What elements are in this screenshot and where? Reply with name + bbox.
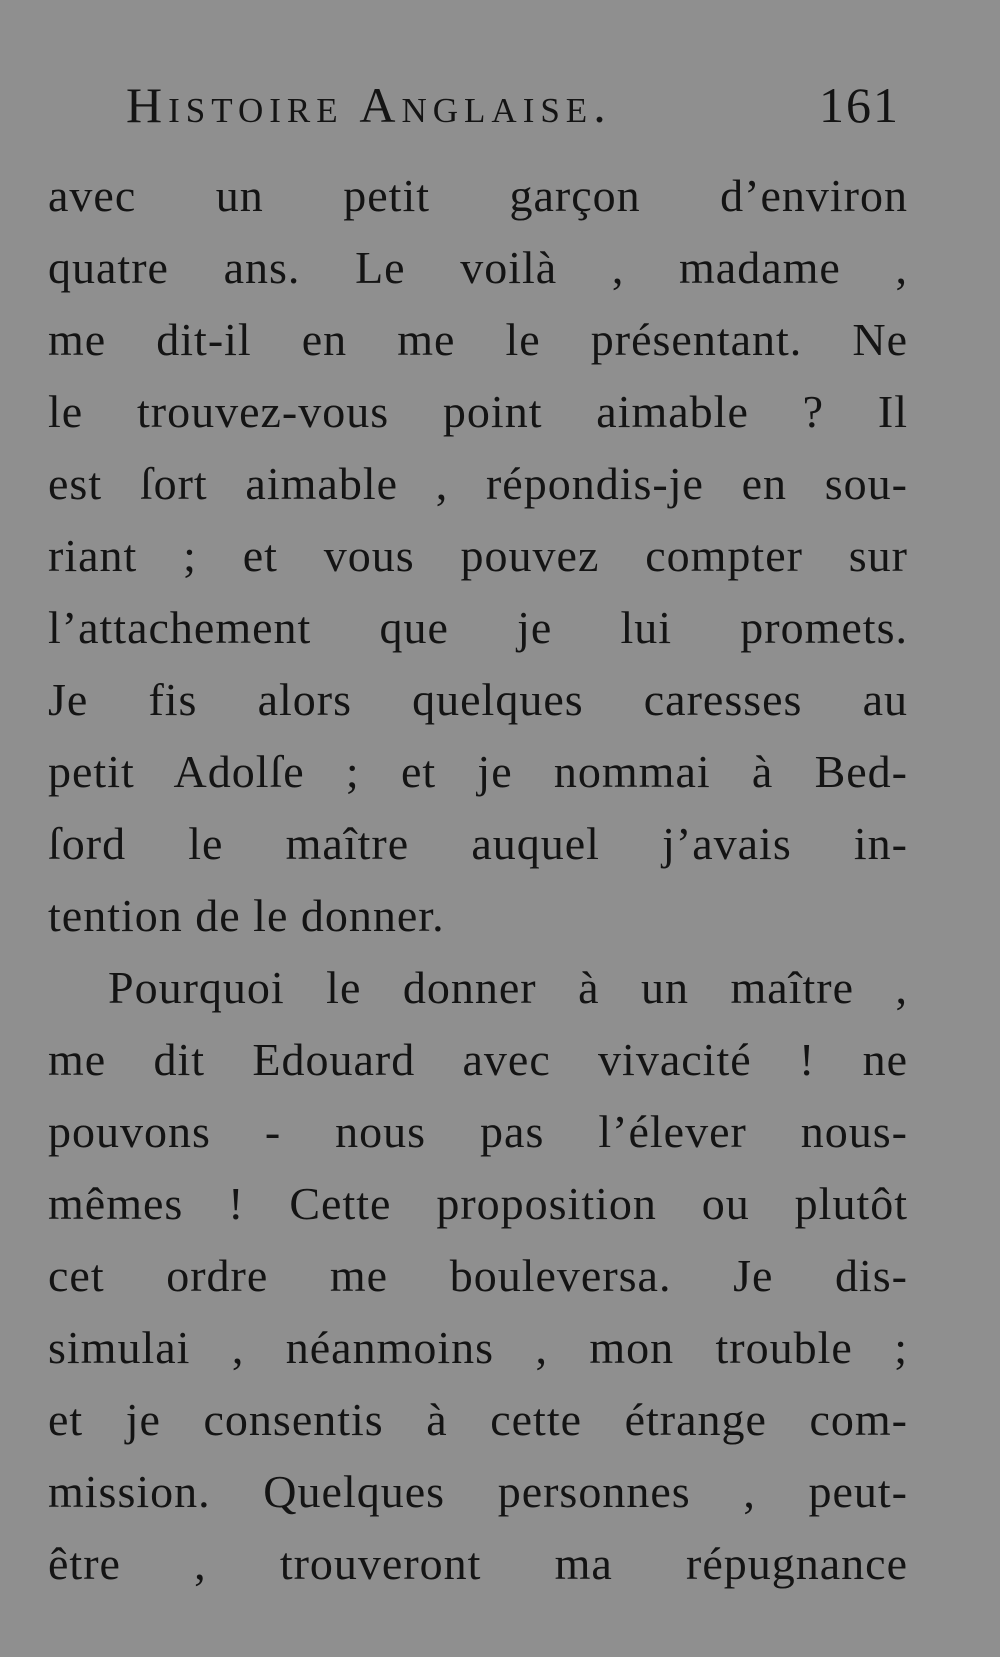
text-line: petit Adolſe ; et je nommai à Bed- (48, 746, 908, 797)
text-line: simulai , néanmoins , mon trouble ; (48, 1322, 908, 1373)
text-line: cet ordre me bouleversa. Je dis- (48, 1250, 908, 1301)
text-line: avec un petit garçon d’environ (48, 170, 908, 221)
body-text (48, 160, 908, 1600)
text-line: est ſort aimable , répondis-je en sou- (48, 458, 908, 509)
text-line: mission. Quelques personnes , peut- (48, 1466, 908, 1517)
paragraph-2 (48, 952, 908, 1600)
text-line: tention de le donner. (48, 890, 445, 941)
text-line: me dit-il en me le présentant. Ne (48, 314, 908, 365)
text-line: me dit Edouard avec vivacité ! ne (48, 1034, 908, 1085)
text-line: mêmes ! Cette proposition ou plutôt (48, 1178, 908, 1229)
text-line: et je consentis à cette étrange com- (48, 1394, 908, 1445)
text-line: riant ; et vous pouvez compter sur (48, 530, 908, 581)
paragraph-1 (48, 160, 908, 952)
text-line: Pourquoi le donner à un maître , (108, 962, 908, 1013)
text-line: être , trouveront ma répugnance (48, 1538, 908, 1589)
text-line: Je fis alors quelques caresses au (48, 674, 908, 725)
text-line: le trouvez-vous point aimable ? Il (48, 386, 908, 437)
running-title: Histoire Anglaise. (126, 77, 612, 133)
text-line: pouvons - nous pas l’élever nous- (48, 1106, 908, 1157)
running-head (126, 76, 900, 140)
text-line: quatre ans. Le voilà , madame , (48, 242, 908, 293)
text-line: l’attachement que je lui promets. (48, 602, 908, 653)
page-number: 161 (819, 77, 900, 133)
text-line: ſord le maître auquel j’avais in- (48, 818, 908, 869)
